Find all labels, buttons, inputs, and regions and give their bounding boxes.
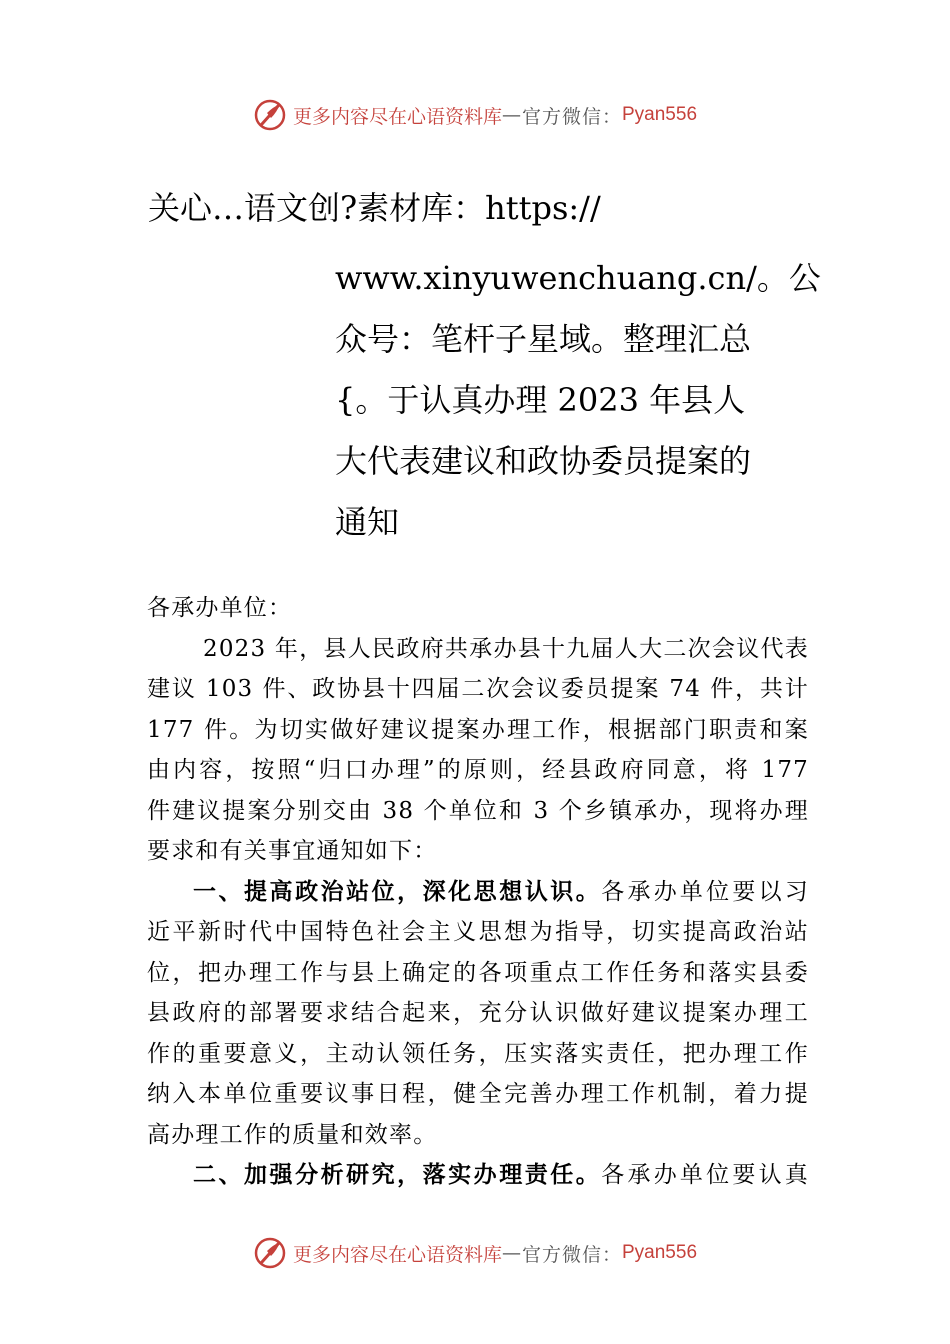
paragraph-line: 由内容，按照“归口办理”的原则，经县政府同意，将 177 [147,757,809,783]
section-2-first-line [147,1155,809,1196]
section-1-first-line [147,872,809,913]
paragraph-line: 177 件。为切实做好建议提案办理工作，根据部门职责和案 [147,716,809,743]
banner-wechat-label: 官方微信： [521,1243,622,1266]
title-line: 通知 [335,503,400,541]
paragraph-line: 作的重要意义，主动认领任务，压实落实责任，把办理工作 [147,1040,809,1067]
title-line: 大代表建议和政协委员提案的 [335,442,752,480]
salutation: 各承办单位： [147,595,293,621]
paragraph-line: 位，把办理工作与县上确定的各项重点工作任务和落实县委 [147,959,809,986]
title-line: www.xinyuwenchuang.cn/。公 [335,259,821,297]
section-1-heading: 一、提高政治站位，深化思想认识。 [193,878,602,905]
title-line: 众号：笔杆子星域。整理汇总 [335,320,752,358]
banner-site-text: 更多内容尽在心语资料库 [292,105,502,128]
section-2-lead: 各承办单位要认真 [601,1162,810,1188]
paragraph-line: 2023 年，县人民政府共承办县十九届人大二次会议代表 [203,635,809,662]
quill-logo-icon [253,1236,287,1270]
document-title-line1: 关心…语文创?素材库：https:// [148,189,601,227]
paragraph-line: 高办理工作的质量和效率。 [147,1121,438,1148]
paragraph-line: 件建议提案分别交由 38 个单位和 3 个乡镇承办，现将办理 [147,797,809,824]
document-body [147,588,809,1196]
paragraph-line: 县政府的部署要求结合起来，充分认识做好建议提案办理工 [147,1000,809,1026]
paragraph-line: 建议 103 件、政协县十四届二次会议委员提案 74 件，共计 [147,676,809,702]
title-line: {。于认真办理 2023 年县人 [335,381,746,419]
paragraph-line: 要求和有关事宜通知如下： [147,838,438,864]
banner-wechat-id: Pyan556 [622,104,698,125]
paragraph-line: 近平新时代中国特色社会主义思想为指导，切实提高政治站 [147,919,809,945]
document-title [335,248,821,553]
banner-dash: — [501,104,522,126]
footer-banner [0,1233,950,1273]
section-2-heading: 二、加强分析研究，落实办理责任。 [193,1162,602,1188]
header-banner [0,95,950,135]
banner-dash: — [501,1242,522,1264]
banner-wechat-label: 官方微信： [521,105,622,128]
banner-wechat-id: Pyan556 [622,1242,698,1263]
quill-logo-icon [253,98,287,132]
paragraph-line: 纳入本单位重要议事日程，健全完善办理工作机制，着力提 [147,1081,809,1107]
banner-site-text: 更多内容尽在心语资料库 [292,1243,502,1266]
section-1-lead: 各承办单位要以习 [601,878,810,905]
